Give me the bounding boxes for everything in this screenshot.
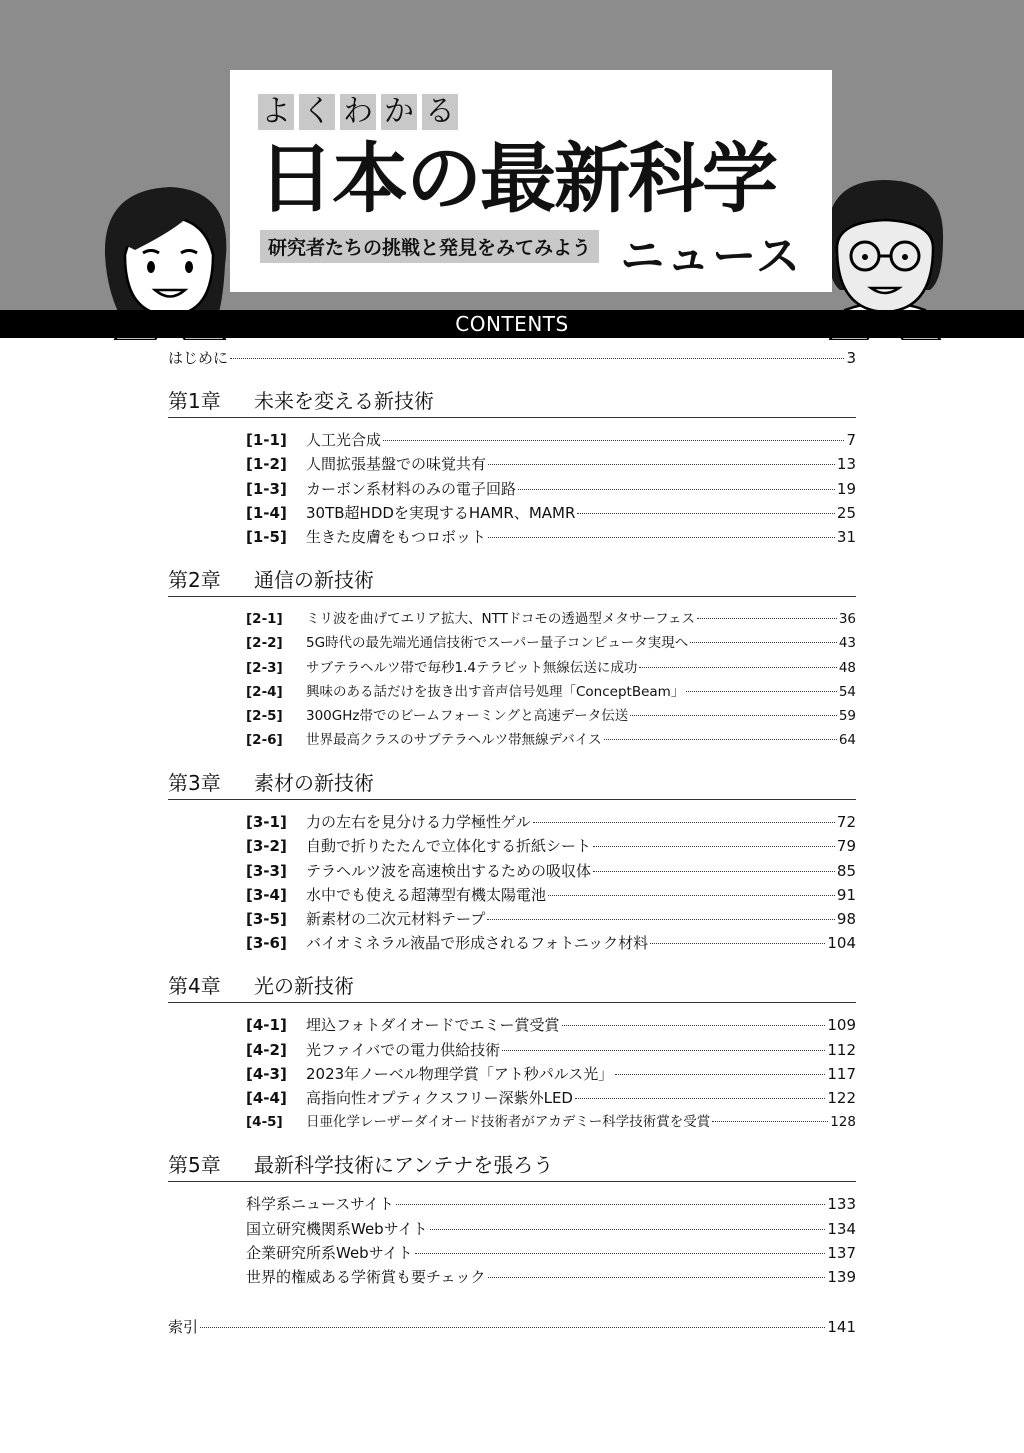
section-code: [2-3] bbox=[246, 659, 283, 676]
toc-page: 139 bbox=[827, 1267, 856, 1286]
section-title: 2023年ノーベル物理学賞「アト秒パルス光」 bbox=[306, 1064, 614, 1083]
section-code: [2-2] bbox=[246, 635, 283, 652]
toc-item[interactable] bbox=[168, 704, 856, 728]
leader-dots bbox=[604, 739, 837, 740]
section-title: 5G時代の最先端光通信技術でスーパー量子コンピュータ実現へ bbox=[306, 635, 689, 652]
section-title: 国立研究機関系Webサイト bbox=[246, 1219, 428, 1238]
section-code: [4-2] bbox=[246, 1040, 287, 1059]
section-code: [1-3] bbox=[246, 479, 287, 498]
leader-dots bbox=[383, 440, 844, 441]
leader-dots bbox=[593, 871, 835, 872]
section-code: [3-5] bbox=[246, 910, 287, 928]
chapter-number: 第5章 bbox=[168, 1153, 221, 1178]
toc-page: 85 bbox=[836, 861, 856, 880]
section-title: 世界最高クラスのサブテラヘルツ帯無線デバイス bbox=[306, 732, 602, 749]
leader-dots bbox=[650, 943, 825, 944]
section-title: 新素材の二次元材料テープ bbox=[306, 910, 486, 928]
toc-item[interactable] bbox=[168, 1192, 856, 1216]
toc-page: 59 bbox=[838, 707, 856, 724]
section-title: 自動で折りたたんで立体化する折紙シート bbox=[306, 837, 592, 856]
toc-item[interactable] bbox=[168, 477, 856, 501]
section-title: サブテラヘルツ帯で毎秒1.4テラビット無線伝送に成功 bbox=[306, 659, 638, 676]
section-title: 光ファイバでの電力供給技術 bbox=[306, 1040, 501, 1059]
toc-page: 3 bbox=[846, 349, 856, 367]
leader-dots bbox=[488, 1277, 826, 1278]
section-title: 生きた皮膚をもつロボット bbox=[306, 527, 487, 546]
chapter-title: 最新科学技術にアンテナを張ろう bbox=[254, 1153, 554, 1178]
section-title: テラヘルツ波を高速検出するための吸収体 bbox=[306, 861, 592, 880]
chapter-title: 光の新技術 bbox=[254, 974, 354, 999]
toc-page: 117 bbox=[827, 1064, 856, 1083]
leader-dots bbox=[502, 1050, 825, 1051]
leader-dots bbox=[712, 1121, 828, 1122]
section-title: 水中でも使える超薄型有機太陽電池 bbox=[306, 885, 547, 904]
leader-dots bbox=[697, 618, 837, 619]
chapter-heading[interactable] bbox=[168, 1148, 856, 1182]
toc-page: 72 bbox=[836, 813, 856, 832]
toc-page: 31 bbox=[836, 527, 856, 546]
toc-index[interactable] bbox=[168, 1315, 856, 1339]
toc-intro[interactable] bbox=[168, 346, 856, 370]
leader-dots bbox=[533, 822, 835, 823]
section-code: [1-4] bbox=[246, 503, 287, 522]
kicker-char: く bbox=[299, 94, 335, 130]
toc-item[interactable] bbox=[168, 1038, 856, 1062]
toc-item[interactable] bbox=[168, 1217, 856, 1241]
toc-item[interactable] bbox=[168, 680, 856, 704]
section-title: バイオミネラル液晶で形成されるフォトニック材料 bbox=[306, 934, 649, 953]
section-title: 30TB超HDDを実現するHAMR、MAMR bbox=[306, 503, 576, 522]
toc-item[interactable] bbox=[168, 859, 856, 883]
toc-item[interactable] bbox=[168, 1086, 856, 1110]
toc-item[interactable] bbox=[168, 907, 856, 931]
toc-page: 104 bbox=[827, 934, 856, 953]
leader-dots bbox=[548, 895, 835, 896]
section-title: 力の左右を見分ける力学極性ゲル bbox=[306, 813, 531, 832]
toc-page: 7 bbox=[846, 431, 856, 450]
section-code: [4-1] bbox=[246, 1016, 287, 1035]
toc-page: 109 bbox=[827, 1016, 856, 1035]
section-title: ミリ波を曲げてエリア拡大、NTTドコモの透過型メタサーフェス bbox=[306, 611, 695, 628]
toc-page: 112 bbox=[827, 1040, 856, 1059]
toc-page: 79 bbox=[836, 837, 856, 856]
toc-page: 133 bbox=[827, 1195, 856, 1214]
toc-item[interactable] bbox=[168, 452, 856, 476]
leader-dots bbox=[690, 642, 837, 643]
toc-item[interactable] bbox=[168, 501, 856, 525]
leader-dots bbox=[396, 1204, 825, 1205]
toc-page: 25 bbox=[836, 503, 856, 522]
toc-page: 137 bbox=[827, 1243, 856, 1262]
toc-item[interactable] bbox=[168, 656, 856, 680]
toc-page: 43 bbox=[838, 635, 856, 652]
toc-page: 36 bbox=[838, 611, 856, 628]
leader-dots bbox=[200, 1327, 825, 1328]
section-title: 科学系ニュースサイト bbox=[246, 1195, 394, 1214]
toc-page: 122 bbox=[827, 1088, 856, 1107]
section-code: [2-5] bbox=[246, 707, 283, 724]
toc-item[interactable] bbox=[168, 428, 856, 452]
section-code: [3-6] bbox=[246, 934, 287, 953]
kicker-char: わ bbox=[340, 94, 376, 130]
toc-page: 54 bbox=[838, 683, 856, 700]
section-code: [4-5] bbox=[246, 1114, 283, 1131]
leader-dots bbox=[615, 1074, 825, 1075]
chapter-title: 未来を変える新技術 bbox=[254, 389, 434, 414]
kicker-char: よ bbox=[258, 94, 294, 130]
toc-page: 64 bbox=[838, 732, 856, 749]
section-code: [1-2] bbox=[246, 455, 287, 474]
leader-dots bbox=[577, 513, 835, 514]
section-code: [2-1] bbox=[246, 611, 283, 628]
section-title: 埋込フォトダイオードでエミー賞受賞 bbox=[306, 1016, 560, 1035]
toc-page: 128 bbox=[830, 1114, 856, 1131]
leader-dots bbox=[230, 358, 844, 359]
chapter-number: 第1章 bbox=[168, 389, 221, 414]
section-title: 世界的権威ある学術賞も要チェック bbox=[246, 1267, 486, 1286]
toc-item[interactable] bbox=[168, 834, 856, 858]
toc-item[interactable] bbox=[168, 1062, 856, 1086]
section-code: [2-6] bbox=[246, 732, 283, 749]
toc-page: 141 bbox=[827, 1318, 856, 1337]
leader-dots bbox=[686, 691, 836, 692]
toc-item[interactable] bbox=[168, 728, 856, 752]
chapter-heading[interactable] bbox=[168, 384, 856, 418]
chapter-heading[interactable] bbox=[168, 563, 856, 597]
leader-dots bbox=[430, 1229, 826, 1230]
section-title: カーボン系材料のみの電子回路 bbox=[306, 479, 517, 498]
leader-dots bbox=[518, 489, 835, 490]
chapter-title: 素材の新技術 bbox=[254, 771, 374, 796]
section-title: 高指向性オプティクスフリー深紫外LED bbox=[306, 1088, 573, 1107]
chapter-number: 第3章 bbox=[168, 771, 221, 796]
toc-item[interactable] bbox=[168, 1013, 856, 1037]
toc-item[interactable] bbox=[168, 1265, 856, 1289]
chapter-number: 第2章 bbox=[168, 568, 221, 593]
toc-label: 索引 bbox=[168, 1318, 199, 1337]
section-title: 300GHz帯でのビームフォーミングと高速データ伝送 bbox=[306, 707, 629, 724]
section-code: [4-3] bbox=[246, 1064, 287, 1083]
chapter-title: 通信の新技術 bbox=[254, 568, 374, 593]
section-code: [1-1] bbox=[246, 431, 287, 450]
section-title: 日亜化学レーザーダイオード技術者がアカデミー科学技術賞を受賞 bbox=[306, 1114, 711, 1131]
leader-dots bbox=[630, 715, 837, 716]
book-title: 日本の最新科学 bbox=[258, 134, 776, 223]
section-code: [3-2] bbox=[246, 837, 287, 856]
chapter-heading[interactable] bbox=[168, 969, 856, 1003]
kicker-char: る bbox=[422, 94, 458, 130]
section-code: [4-4] bbox=[246, 1088, 287, 1107]
toc-item[interactable] bbox=[168, 883, 856, 907]
toc-page: 13 bbox=[836, 455, 856, 474]
section-code: [1-5] bbox=[246, 527, 287, 546]
toc-page: 19 bbox=[836, 479, 856, 498]
toc-item[interactable] bbox=[168, 525, 856, 549]
title-kicker bbox=[258, 94, 458, 130]
leader-dots bbox=[488, 464, 835, 465]
leader-dots bbox=[562, 1025, 826, 1026]
toc-item[interactable] bbox=[168, 631, 856, 655]
book-subtitle: 研究者たちの挑戦と発見をみてみよう bbox=[260, 230, 599, 263]
leader-dots bbox=[593, 846, 835, 847]
toc-item[interactable] bbox=[168, 810, 856, 834]
kicker-char: か bbox=[381, 94, 417, 130]
toc-item[interactable] bbox=[168, 1110, 856, 1134]
contents-heading: CONTENTS bbox=[0, 310, 1024, 338]
leader-dots bbox=[487, 919, 835, 920]
toc-page: 48 bbox=[838, 659, 856, 676]
toc-item[interactable] bbox=[168, 607, 856, 631]
toc-page: 91 bbox=[836, 885, 856, 904]
section-code: [3-3] bbox=[246, 861, 287, 880]
leader-dots bbox=[575, 1098, 825, 1099]
toc-item[interactable] bbox=[168, 1241, 856, 1265]
section-title: 人工光合成 bbox=[306, 431, 382, 450]
section-title: 興味のある話だけを抜き出す音声信号処理「ConceptBeam」 bbox=[306, 683, 685, 700]
toc-page: 98 bbox=[836, 910, 856, 928]
section-title: 企業研究所系Webサイト bbox=[246, 1243, 413, 1262]
news-word: ニュース bbox=[620, 231, 802, 282]
title-box bbox=[230, 70, 832, 292]
leader-dots bbox=[415, 1253, 826, 1254]
toc-item[interactable] bbox=[168, 931, 856, 955]
section-code: [2-4] bbox=[246, 683, 283, 700]
section-code: [3-1] bbox=[246, 813, 287, 832]
toc-page: 134 bbox=[827, 1219, 856, 1238]
leader-dots bbox=[639, 667, 836, 668]
section-title: 人間拡張基盤での味覚共有 bbox=[306, 455, 487, 474]
section-code: [3-4] bbox=[246, 885, 287, 904]
table-of-contents bbox=[168, 346, 856, 1339]
chapter-heading[interactable] bbox=[168, 766, 856, 800]
leader-dots bbox=[488, 537, 835, 538]
chapter-number: 第4章 bbox=[168, 974, 221, 999]
toc-label: はじめに bbox=[168, 349, 229, 367]
